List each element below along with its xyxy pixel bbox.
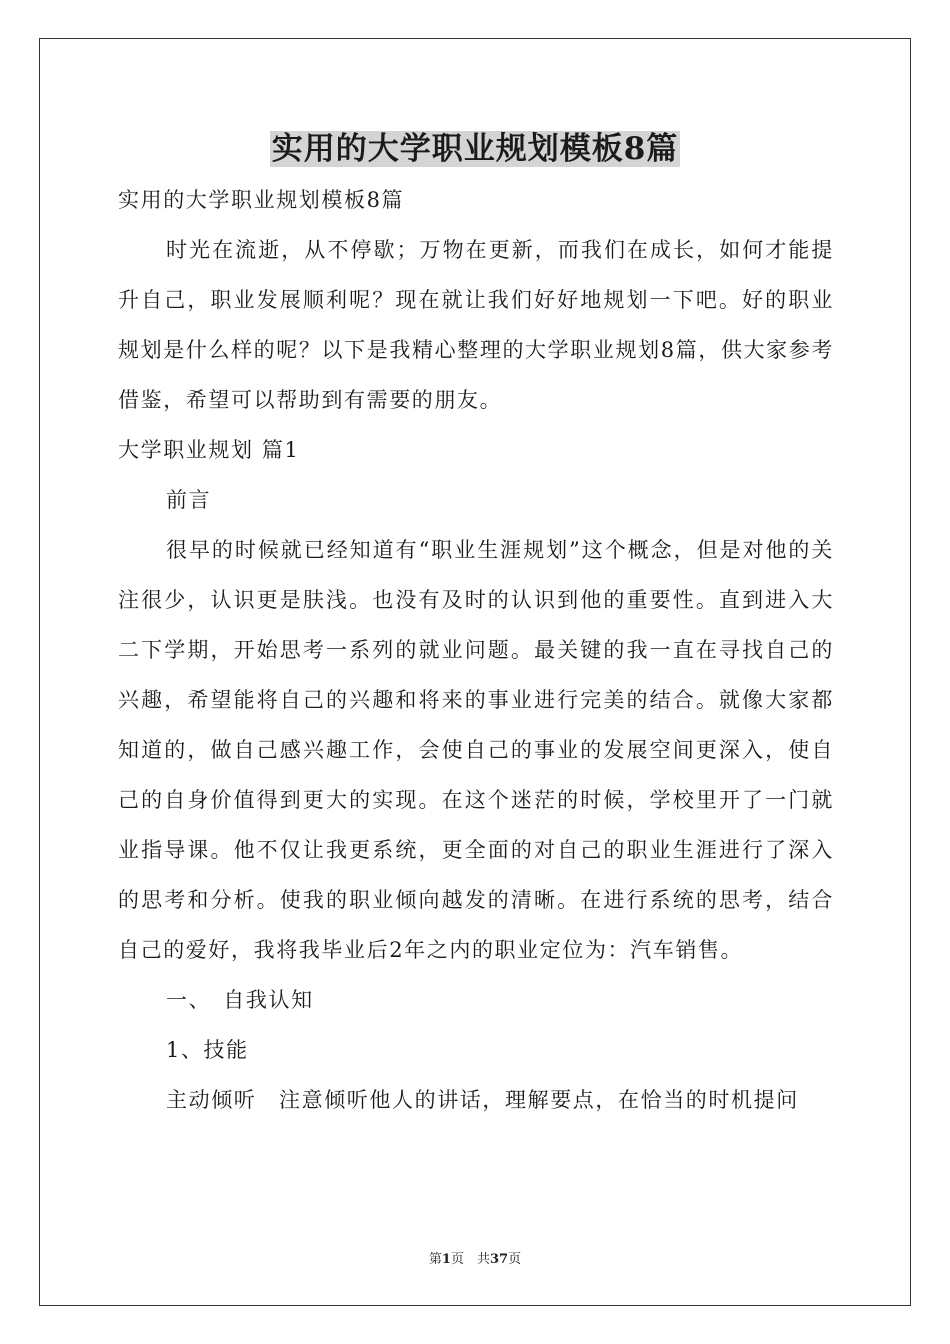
total-pages: 37 bbox=[489, 1252, 509, 1267]
page-footer bbox=[0, 1248, 950, 1267]
section-heading: 大学职业规划 篇1 bbox=[118, 438, 300, 462]
document-subtitle: 实用的大学职业规划模板8篇 bbox=[118, 188, 405, 212]
intro-paragraph: 时光在流逝，从不停歇；万物在更新，而我们在成长，如何才能提升自己，职业发展顺利呢？现在就让我们好好地规划一下吧。好的职业规划是什么样的呢？以下是我精心整理的大学职业规划8篇，供大家参考借鉴，希望可以帮助到有需要的朋友。 bbox=[118, 238, 834, 412]
document-title-text: 实用的大学职业规划模板8篇 bbox=[271, 131, 679, 167]
footer-prefix: 第 bbox=[428, 1252, 442, 1267]
page-number: 1 bbox=[441, 1252, 451, 1267]
subsection-heading: 一、 自我认知 bbox=[166, 988, 314, 1012]
preface-heading: 前言 bbox=[166, 488, 212, 512]
preface-paragraph: 很早的时候就已经知道有“职业生涯规划”这个概念，但是对他的关注很少，认识更是肤浅。也没有及时的认识到他的重要性。直到进入大二下学期，开始思考一系列的就业问题。最关键的我一直在寻找自己的兴趣，希望能将自己的兴趣和将来的事业进行完美的结合。就像大家都知道的，做自己感兴趣工作，会使自己的事业的发展空间更深入，使自己的自身价值得到更大的实现。在这个迷茫的时候，学校里开了一门就业指导课。他不仅让我更系统，更全面的对自己的职业生涯进行了深入的思考和分析。使我的职业倾向越发的清晰。在进行系统的思考，结合自己的爱好，我将我毕业后2年之内的职业定位为：汽车销售。 bbox=[118, 538, 834, 962]
document-title bbox=[0, 126, 950, 172]
footer-mid: 页 共 bbox=[450, 1252, 490, 1267]
body-paragraph: 主动倾听 注意倾听他人的讲话，理解要点，在恰当的时机提问 bbox=[166, 1088, 799, 1112]
item-heading: 1、技能 bbox=[166, 1038, 249, 1062]
footer-suffix: 页 bbox=[508, 1252, 522, 1267]
document-body bbox=[118, 175, 834, 1125]
